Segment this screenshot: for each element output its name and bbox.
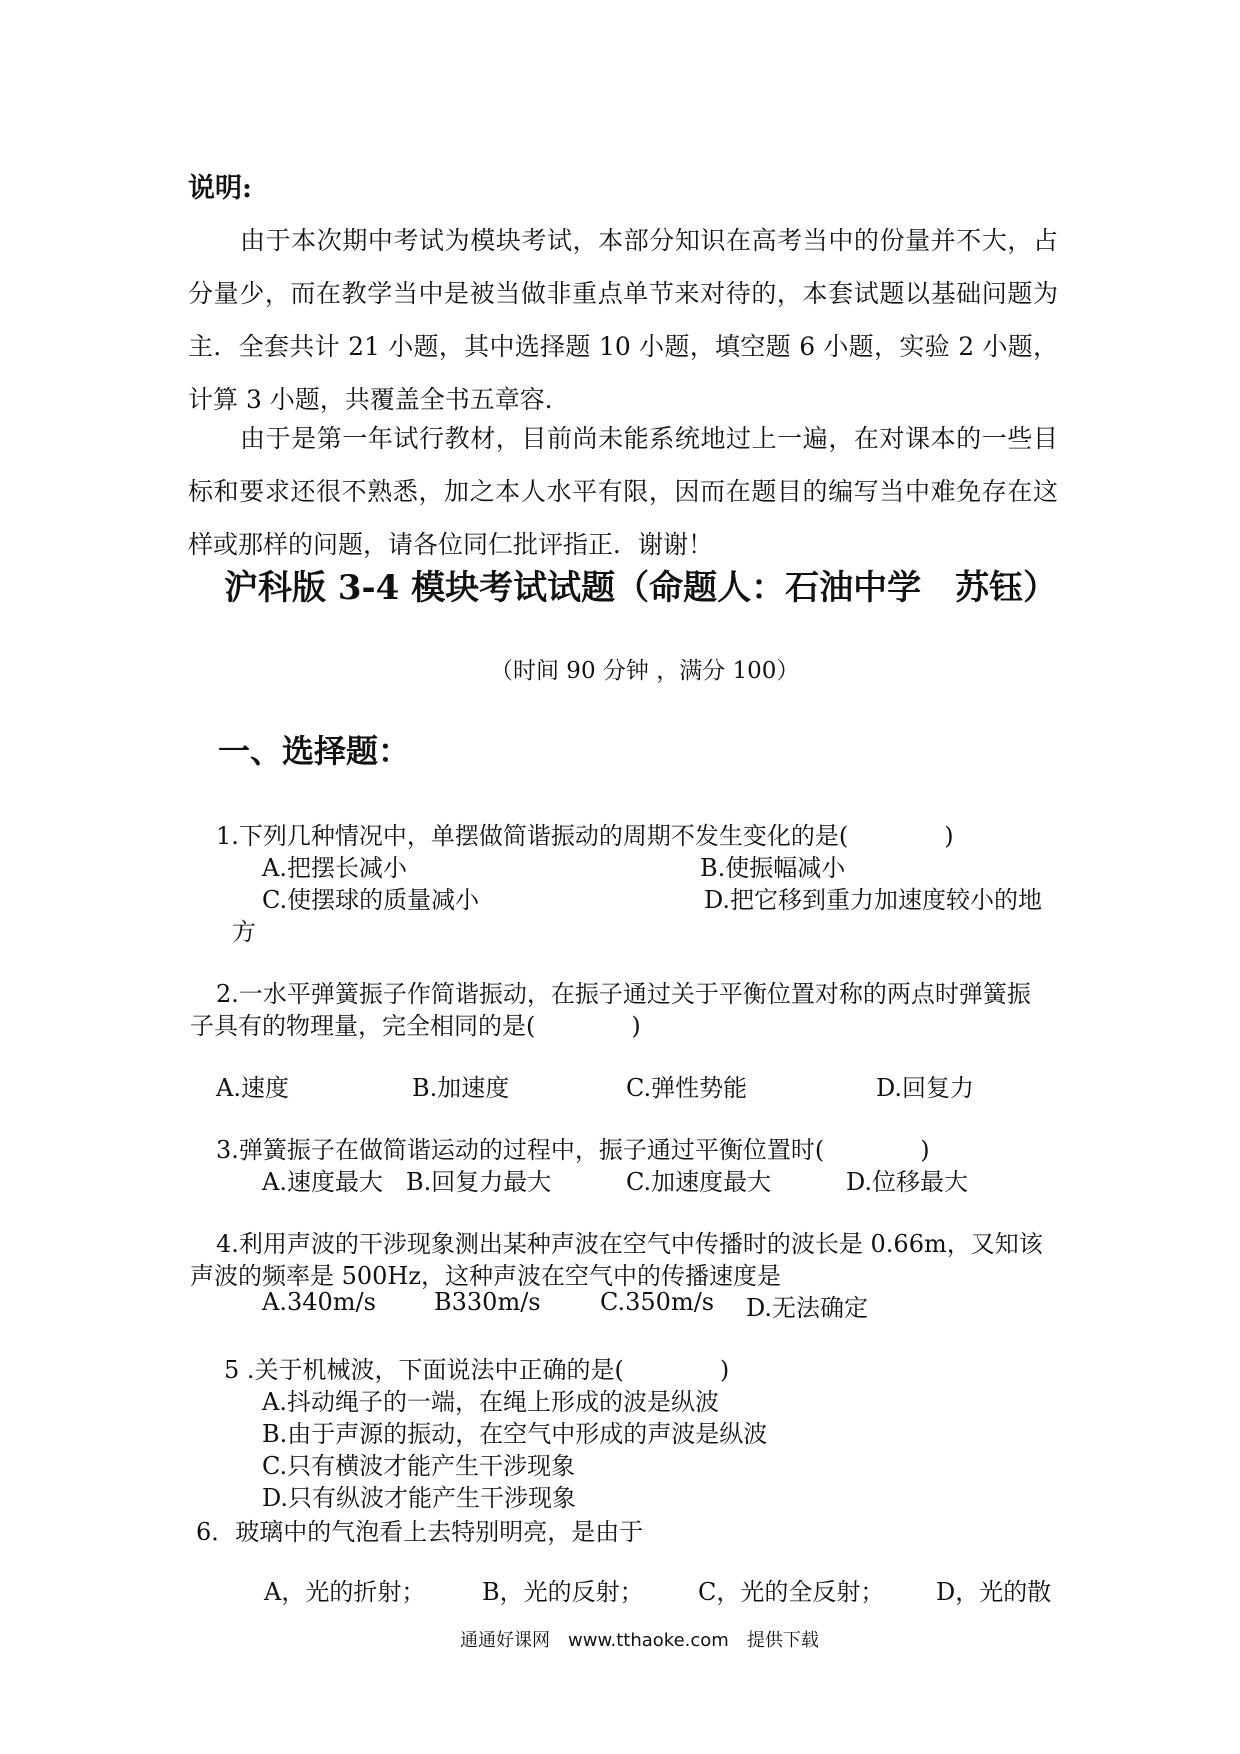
page-footer: 通通好课网 www.tthaoke.com 提供下载 <box>460 1630 819 1651</box>
question-6-stem: 6．玻璃中的气泡看上去特别明亮，是由于 <box>196 1518 644 1546</box>
note-heading: 说明: <box>188 173 252 204</box>
section-title-choice: 一、选择题： <box>218 732 411 770</box>
question-4-option-a: A.340m/s <box>262 1288 376 1316</box>
question-1-option-a: A.把摆长减小 <box>262 854 407 882</box>
question-6-option-a: A，光的折射； <box>264 1578 426 1606</box>
question-6-option-b: B，光的反射； <box>482 1578 644 1606</box>
question-2-stem-line-1: 2.一水平弹簧振子作简谐振动，在振子通过关于平衡位置对称的两点时弹簧振 <box>216 980 1031 1008</box>
question-3-option-b: B.回复力最大 <box>406 1168 552 1196</box>
question-4-option-c: C.350m/s <box>600 1288 715 1316</box>
note-paragraph-2: 由于是第一年试行教材，目前尚未能系统地过上一遍，在对课本的一些目标和要求还很不熟悉，加之本人水平有限，因而在题目的编写当中难免存在这样或那样的问题，请各位同仁批评指正．谢谢！ <box>188 424 1058 559</box>
question-1-option-d-wrap: 方 <box>232 918 256 946</box>
question-4-stem-line-2: 声波的频率是 500Hz，这种声波在空气中的传播速度是 <box>190 1262 782 1290</box>
question-5-option-a: A.抖动绳子的一端，在绳上形成的波是纵波 <box>262 1388 719 1416</box>
question-3-option-a: A.速度最大 <box>262 1168 383 1196</box>
question-2-stem-line-2: 子具有的物理量，完全相同的是( ) <box>190 1012 641 1040</box>
question-1-option-d: D.把它移到重力加速度较小的地 <box>704 886 1043 914</box>
question-2-option-b: B.加速度 <box>412 1074 510 1102</box>
question-3-stem: 3.弹簧振子在做简谐运动的过程中，振子通过平衡位置时( ) <box>216 1136 930 1164</box>
question-1-option-c: C.使摆球的质量减小 <box>262 886 480 914</box>
question-5-option-d: D.只有纵波才能产生干涉现象 <box>262 1484 577 1512</box>
exam-time: （时间 90 分钟 ，满分 100） <box>490 658 800 684</box>
question-3-option-d: D.位移最大 <box>846 1168 969 1196</box>
question-6-option-c: C，光的全反射； <box>698 1578 885 1606</box>
exam-title: 沪科版 3-4 模块考试试题（命题人：石油中学 苏钰） <box>224 568 1058 608</box>
question-1-option-b: B.使振幅减小 <box>700 854 846 882</box>
question-4-option-d: D.无法确定 <box>746 1294 869 1322</box>
question-2-option-d: D.回复力 <box>876 1074 975 1102</box>
question-4-stem-line-1: 4.利用声波的干涉现象测出某种声波在空气中传播时的波长是 0.66m，又知该 <box>216 1230 1043 1258</box>
question-6-option-d: D，光的散 <box>936 1578 1052 1606</box>
question-5-stem: 5 .关于机械波，下面说法中正确的是( ) <box>224 1356 730 1384</box>
question-4-option-b: B330m/s <box>434 1288 541 1316</box>
question-2-option-c: C.弹性势能 <box>626 1074 748 1102</box>
question-1-stem: 1.下列几种情况中，单摆做简谐振动的周期不发生变化的是( ) <box>216 822 954 850</box>
question-5-option-b: B.由于声源的振动，在空气中形成的声波是纵波 <box>262 1420 768 1448</box>
question-3-option-c: C.加速度最大 <box>626 1168 772 1196</box>
question-5-option-c: C.只有横波才能产生干涉现象 <box>262 1452 576 1480</box>
note-paragraph-1: 由于本次期中考试为模块考试，本部分知识在高考当中的份量并不大，占分量少，而在教学当中是被当做非重点单节来对待的，本套试题以基础问题为主．全套共计 21 小题，其中选择题 10 小题，填空题 6 小题，实验 2 小题，计算 3 小题，共覆盖全书五章容． <box>188 226 1058 414</box>
question-2-option-a: A.速度 <box>216 1074 289 1102</box>
